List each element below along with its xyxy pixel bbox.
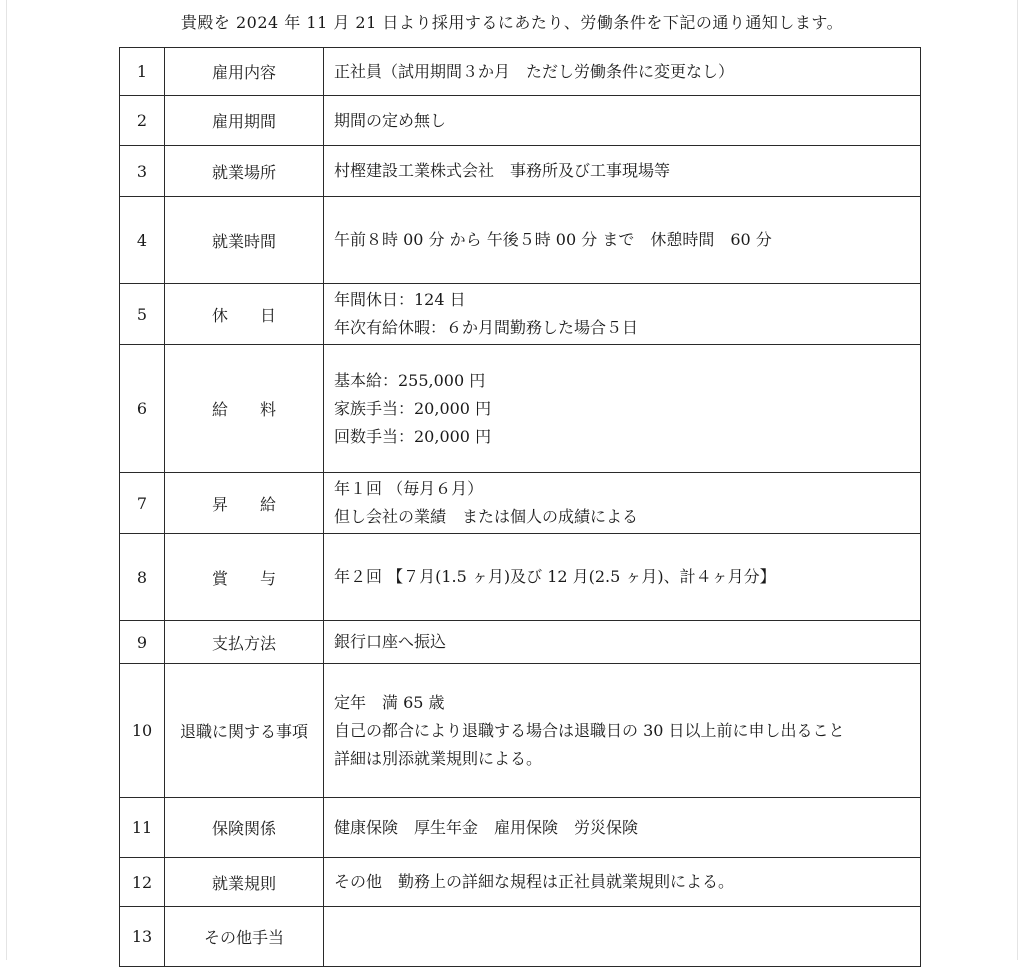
content-line: 年間休日：124 日 [334,290,466,309]
row-content [324,345,921,473]
row-content [324,907,921,967]
table-row [120,345,921,473]
row-content [324,798,921,858]
row-item: 昇 給 [165,473,324,534]
row-number: 11 [120,798,165,858]
table-row [120,534,921,621]
row-number: 6 [120,345,165,473]
content-line: 年２回 【７月(1.5 ヶ月)及び 12 月(2.5 ヶ月)、計４ヶ月分】 [334,567,776,586]
content-line: その他 勤務上の詳細な規程は正社員就業規則による。 [334,872,735,891]
row-content [324,284,921,345]
row-content [324,48,921,96]
row-number: 7 [120,473,165,534]
table-row [120,284,921,345]
row-number: 4 [120,197,165,284]
content-line: 健康保険 厚生年金 雇用保険 労災保険 [334,817,639,837]
row-number: 3 [120,146,165,197]
row-number: 12 [120,858,165,907]
intro-text: 貴殿を 2024 年 11 月 21 日より採用するにあたり、労働条件を下記の通り通知します。 [180,13,844,32]
table-row [120,798,921,858]
row-item: 就業時間 [165,197,324,284]
row-content [324,858,921,907]
row-item: 退職に関する事項 [165,664,324,798]
row-item: 休 日 [165,284,324,345]
row-content [324,146,921,197]
table-row [120,664,921,798]
page-edge-right [1017,0,1018,960]
content-line: 家族手当：20,000 円 [334,398,492,418]
table-row [120,48,921,96]
row-content [324,664,921,798]
row-content [324,473,921,534]
row-item: 賞 与 [165,534,324,621]
row-item: その他手当 [165,907,324,967]
content-line: 年次有給休暇：６か月間勤務した場合５日 [334,318,639,337]
row-content [324,534,921,621]
row-content [324,197,921,284]
content-line: 午前８時 00 分 から 午後５時 00 分 まで 休憩時間 60 分 [334,230,772,249]
table-row [120,146,921,197]
row-item: 就業規則 [165,858,324,907]
content-line: 但し会社の業績 または個人の成績による [334,507,639,526]
row-number: 8 [120,534,165,621]
content-line: 年１回 （毎月６月） [334,479,484,498]
row-item: 給 料 [165,345,324,473]
content-line: 期間の定め無し [334,110,447,130]
content-line: 銀行口座へ振込 [334,632,447,651]
row-item: 雇用期間 [165,96,324,146]
row-number: 5 [120,284,165,345]
table-row [120,621,921,664]
row-content [324,96,921,146]
row-item: 雇用内容 [165,48,324,96]
row-number: 10 [120,664,165,798]
content-line: 自己の都合により退職する場合は退職日の 30 日以上前に申し出ること [334,720,845,740]
content-line: 詳細は別添就業規則による。 [334,748,543,768]
row-number: 1 [120,48,165,96]
content-line: 定年 満 65 歳 [334,692,445,712]
content-line: 村樫建設工業株式会社 事務所及び工事現場等 [334,161,671,180]
row-item: 就業場所 [165,146,324,197]
table-row [120,96,921,146]
content-line: 基本給：255,000 円 [334,370,486,390]
table-row [120,907,921,967]
working-conditions-table [119,47,921,967]
content-line: 正社員（試用期間３か月 ただし労働条件に変更なし） [334,61,735,81]
row-item: 支払方法 [165,621,324,664]
content-line: 回数手当：20,000 円 [334,426,492,446]
row-number: 2 [120,96,165,146]
table-row [120,197,921,284]
row-number: 13 [120,907,165,967]
page-edge-left [6,0,7,960]
table-row [120,473,921,534]
row-number: 9 [120,621,165,664]
row-item: 保険関係 [165,798,324,858]
table-row [120,858,921,907]
row-content [324,621,921,664]
